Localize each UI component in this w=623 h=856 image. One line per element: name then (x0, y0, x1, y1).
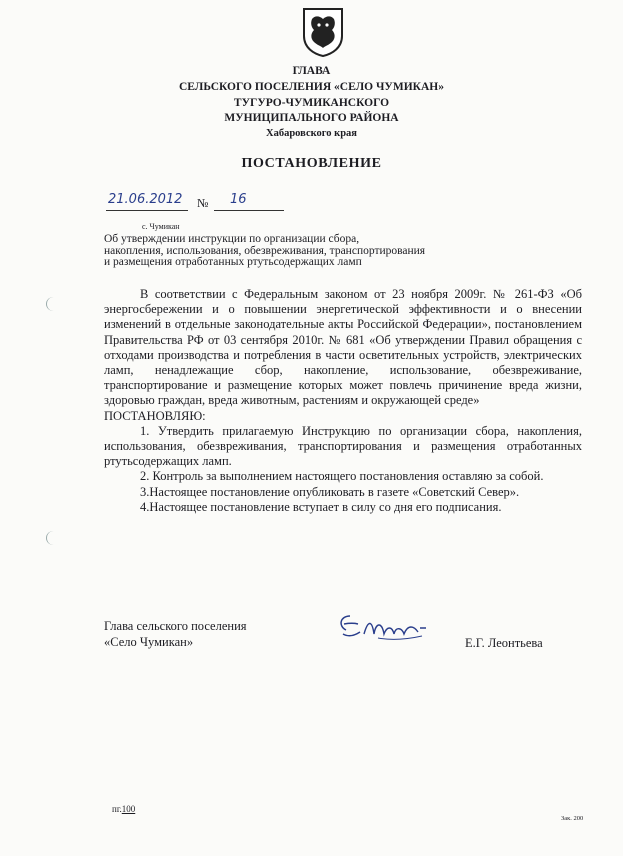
position-line: «Село Чумикан» (104, 635, 194, 649)
document-body (104, 287, 582, 515)
print-run-number: 100 (121, 804, 136, 814)
number-sign: № (197, 196, 209, 210)
coat-of-arms-icon (301, 6, 345, 58)
subject-line: накопления, использования, обезвреживания, транспортирования (104, 244, 426, 257)
punch-hole (46, 531, 61, 545)
resolution-item: 3.Настоящее постановление опубликовать в газете «Советский Север». (140, 484, 520, 499)
resolution-item: 1. Утвердить прилагаемую Инструкцию по организации сбора, накопления, использования, обезвреживания, транспортирования и размещения отработанных ртутьсодержащих ламп. (104, 423, 582, 469)
document-place: с. Чумикан (142, 222, 180, 231)
signatory-name: Е.Г. Леонтьева (465, 636, 543, 650)
print-run-mark (112, 804, 135, 814)
subject-line: и размещения отработанных ртутьсодержащих ламп (104, 256, 362, 268)
header-line-2: СЕЛЬСКОГО ПОСЕЛЕНИЯ «СЕЛО ЧУМИКАН» (178, 81, 444, 93)
signatory-position (104, 618, 247, 650)
number-underline (214, 210, 284, 211)
punch-hole (46, 297, 61, 311)
order-mark: Зак. 200 (561, 815, 584, 822)
page-title: ПОСТАНОВЛЕНИЕ (241, 156, 382, 171)
resolution-item: 2. Контроль за выполнением настоящего постановления оставляю за собой. (140, 469, 544, 484)
document-date: 21.06.2012 (108, 192, 183, 207)
document-subject (104, 234, 544, 269)
subject-line: Об утверждении инструкции по организации сбора, (104, 233, 360, 245)
header-line-1: ГЛАВА (292, 65, 331, 77)
position-line: Глава сельского поселения (104, 619, 247, 633)
resolve-heading: ПОСТАНОВЛЯЮ: (104, 408, 206, 423)
header-line-5: Хабаровского края (266, 128, 357, 139)
handwritten-signature (334, 604, 430, 648)
preamble-paragraph: В соответствии с Федеральным законом от 23 ноября 2009г. № 261-ФЗ «Об энергосбережении и о повышении энергетической эффективности и о внесении изменений в отдельные законодательные акты Российской Федерации», постановлением Правительства РФ от 03 сентября 2010г. № 681 «Об утверждении Правил обращения с отходами производства и потребления в части осветительных устройств, электрических ламп, ненадлежащие сбор, накопление, использование, обезвреживание, транспортирование и размещение которых может повлечь причинение вреда жизни, здоровью граждан, вреда животным, растениям и окружающей среде» (104, 287, 582, 408)
header-line-3: ТУГУРО-ЧУМИКАНСКОГО (233, 97, 390, 109)
resolution-item: 4.Настоящее постановление вступает в силу со дня его подписания. (140, 499, 502, 514)
header-line-4: МУНИЦИПАЛЬНОГО РАЙОНА (224, 112, 399, 124)
document-number: 16 (230, 192, 247, 207)
print-run-prefix: пг. (112, 804, 122, 814)
date-underline (106, 210, 188, 211)
